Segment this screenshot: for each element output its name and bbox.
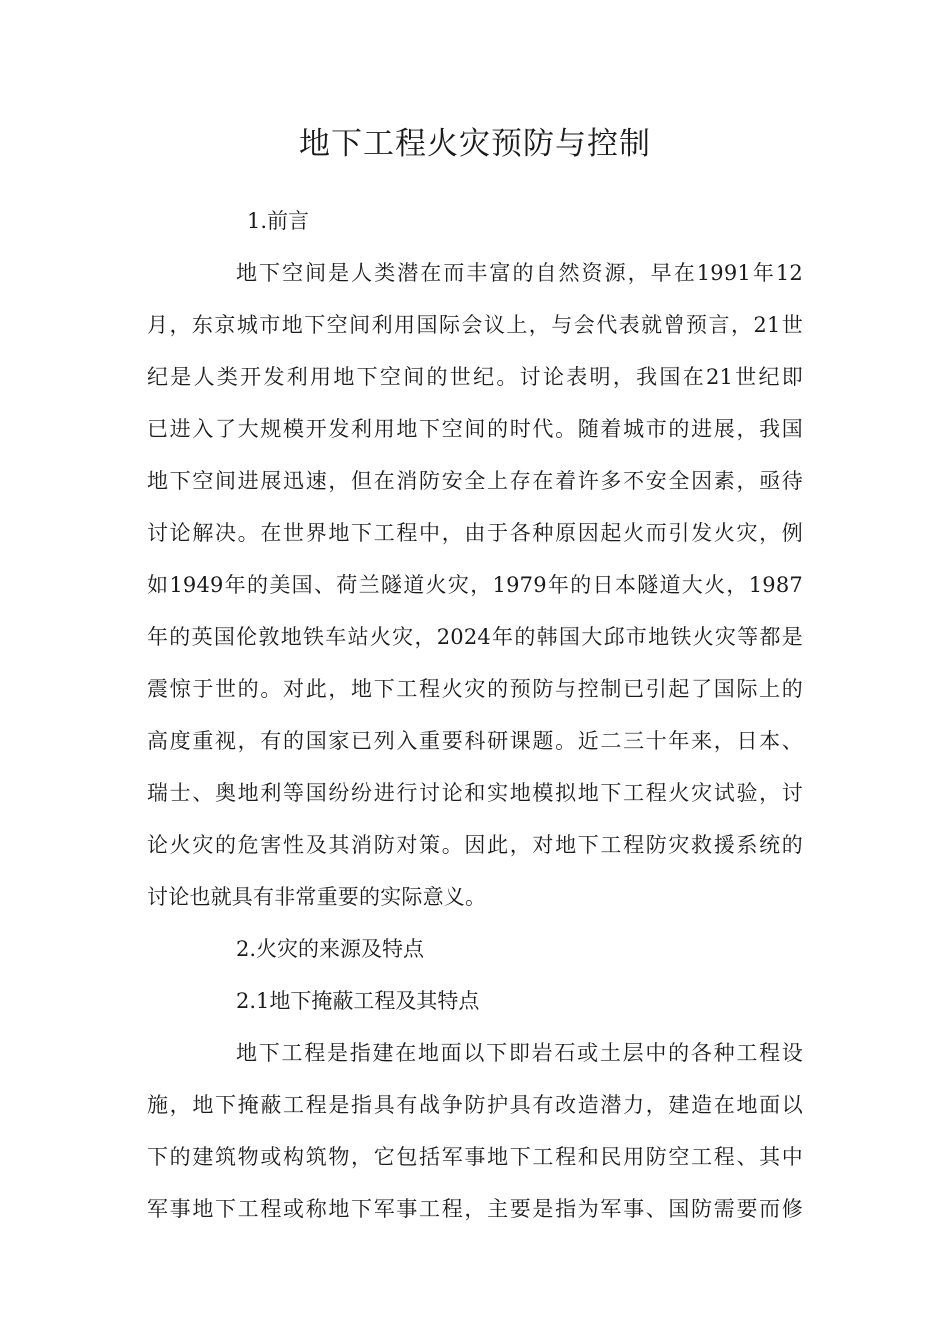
- section-heading-preface: 1.前言: [247, 209, 310, 233]
- paragraph-line: 下的建筑物或构筑物，它包括军事地下工程和民用防空工程、其中: [147, 1145, 803, 1169]
- paragraph-line: 讨论解决。在世界地下工程中，由于各种原因起火而引发火灾，例: [147, 521, 803, 545]
- shelter-paragraph: [147, 1027, 803, 1235]
- paragraph-line: 瑞士、奥地利等国纷纷进行讨论和实地模拟地下工程火灾试验，讨: [147, 781, 803, 805]
- paragraph-line: 讨论也就具有非常重要的实际意义。: [147, 885, 487, 909]
- document-title: 地下工程火灾预防与控制: [299, 126, 651, 162]
- paragraph-line: 高度重视，有的国家已列入重要科研课题。近二三十年来，日本、: [147, 729, 803, 753]
- section-heading-underground-shelters: 2.1地下掩蔽工程及其特点: [236, 989, 480, 1013]
- paragraph-line: 月，东京城市地下空间利用国际会议上，与会代表就曾预言，21世: [147, 313, 803, 337]
- paragraph-line: 论火灾的危害性及其消防对策。因此，对地下工程防灾救援系统的: [147, 833, 803, 857]
- paragraph-line: 地下空间进展迅速，但在消防安全上存在着许多不安全因素，亟待: [147, 469, 803, 493]
- paragraph-line: 军事地下工程或称地下军事工程，主要是指为军事、国防需要而修: [147, 1197, 803, 1221]
- paragraph-line: 施，地下掩蔽工程是指具有战争防护具有改造潜力，建造在地面以: [147, 1093, 803, 1117]
- paragraph-line: 地下工程是指建在地面以下即岩石或土层中的各种工程设: [236, 1041, 803, 1065]
- paragraph-line: 震惊于世的。对此，地下工程火灾的预防与控制已引起了国际上的: [147, 677, 803, 701]
- paragraph-line: 已进入了大规模开发利用地下空间的时代。随着城市的进展，我国: [147, 417, 803, 441]
- document-body: [147, 195, 803, 1235]
- paragraph-line: 如1949年的美国、荷兰隧道火灾，1979年的日本隧道大火，1987: [147, 573, 803, 597]
- paragraph-line: 年的英国伦敦地铁车站火灾，2024年的韩国大邱市地铁火灾等都是: [147, 625, 803, 649]
- preface-paragraph: [147, 247, 803, 923]
- paragraph-line: 纪是人类开发利用地下空间的世纪。讨论表明，我国在21世纪即: [147, 365, 803, 389]
- paragraph-line: 地下空间是人类潜在而丰富的自然资源，早在1991年12: [236, 261, 803, 285]
- section-heading-fire-sources: 2.火灾的来源及特点: [236, 937, 425, 961]
